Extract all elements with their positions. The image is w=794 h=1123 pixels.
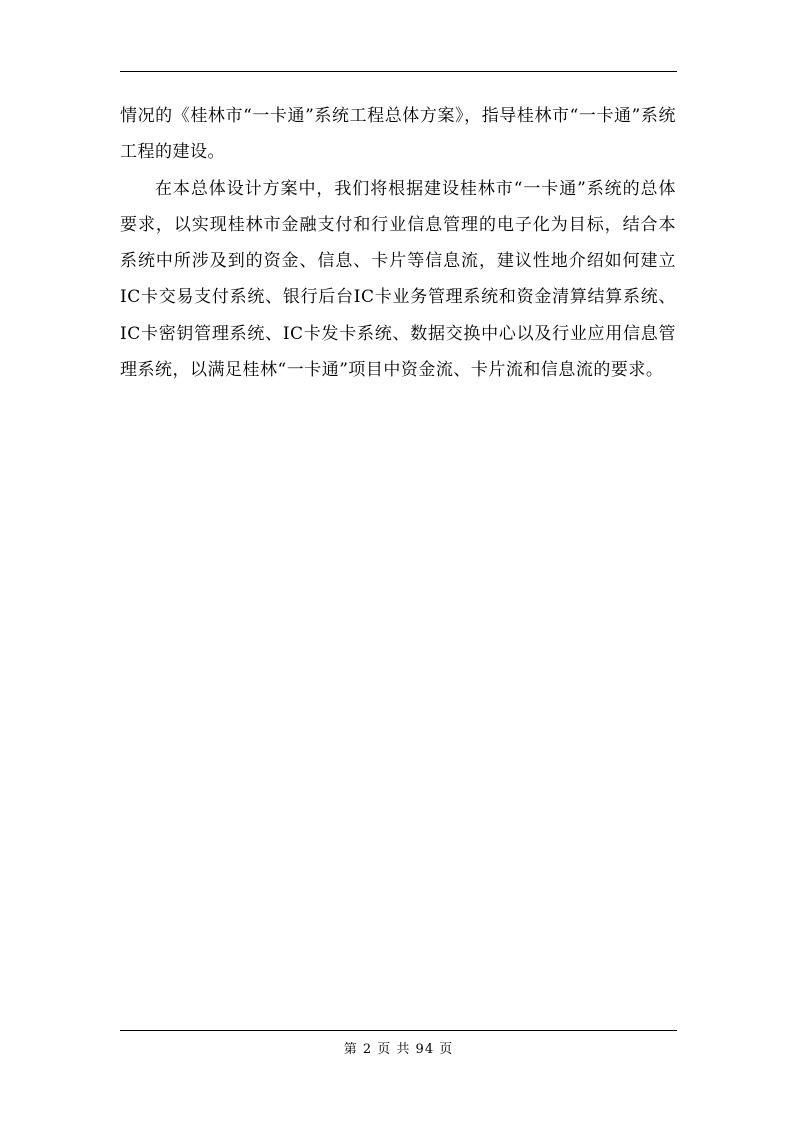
header-rule	[120, 71, 677, 72]
document-body	[120, 98, 676, 388]
paragraph-continuation: 情况的《桂林市“一卡通”系统工程总体方案》，指导桂林市“一卡通”系统工程的建设。	[120, 106, 676, 163]
footer-rule	[120, 1030, 677, 1031]
paragraph-design-overview: 在本总体设计方案中，我们将根据建设桂林市“一卡通”系统的总体要求，以实现桂林市金融支付和行业信息管理的电子化为目标，结合本系统中所涉及到的资金、信息、卡片等信息流，建议性地介绍如何建立IC卡交易支付系统、银行后台IC卡业务管理系统和资金清算结算系统、IC卡密钥管理系统、IC卡发卡系统、数据交换中心以及行业应用信息管理系统，以满足桂林“一卡通”项目中资金流、卡片流和信息流的要求。	[120, 178, 676, 381]
page-number-footer: 第 2 页 共 94 页	[343, 1042, 454, 1057]
